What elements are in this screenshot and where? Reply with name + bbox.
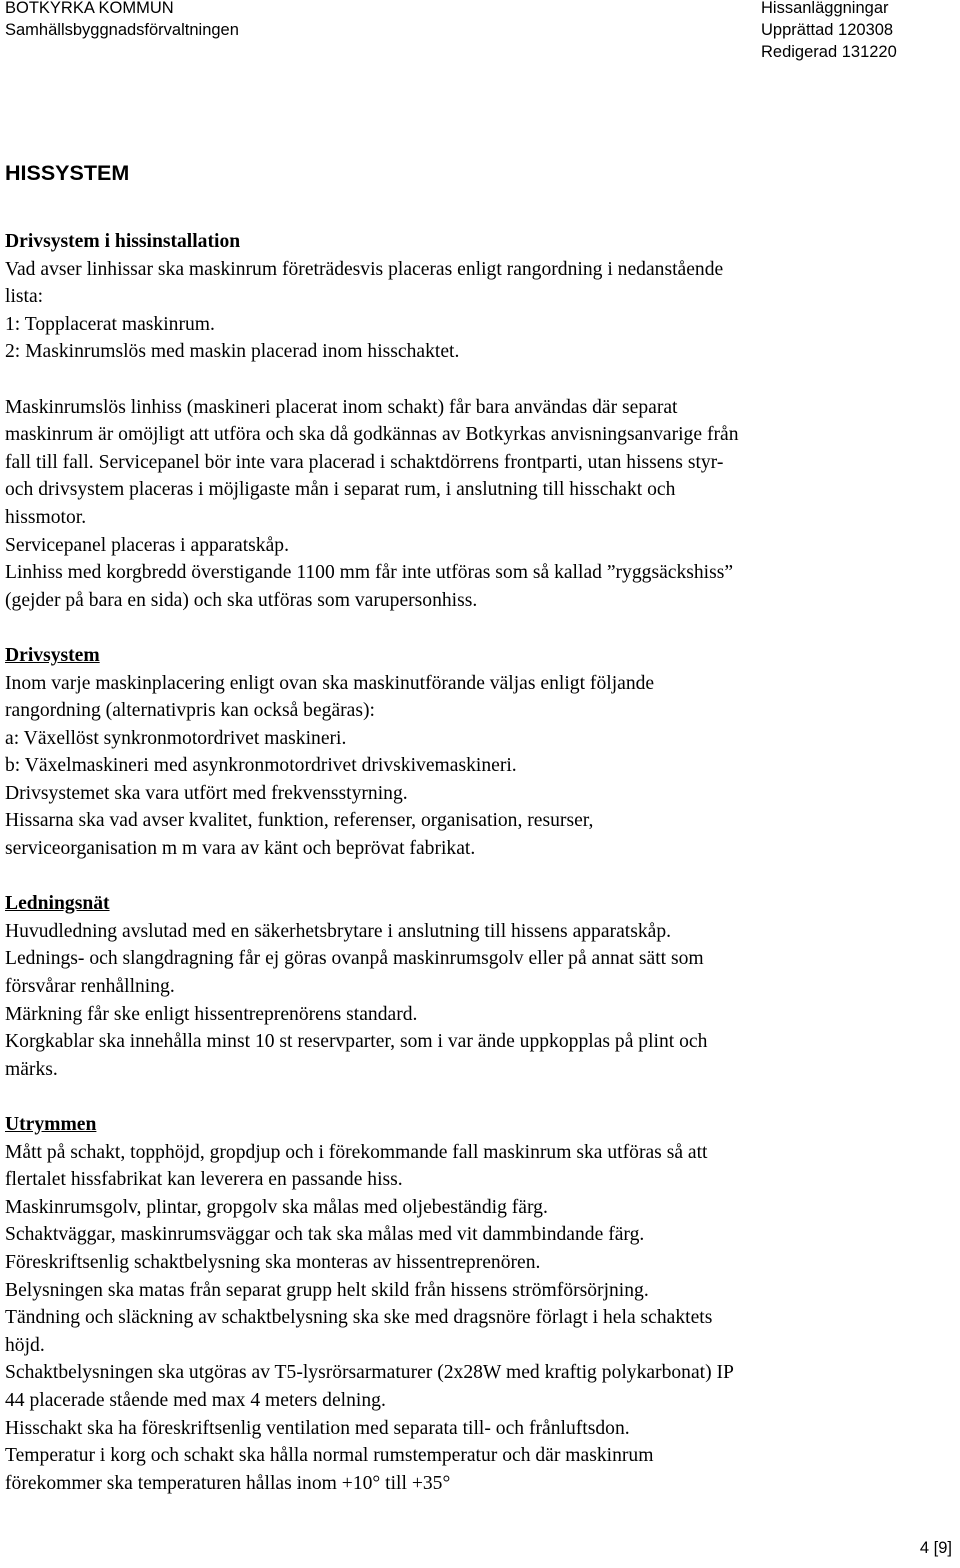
organization-name: BOTKYRKA KOMMUN	[5, 0, 174, 17]
text-line: Servicepanel placeras i apparatskåp.	[5, 534, 289, 556]
text-line: Temperatur i korg och schakt ska hålla normal rumstemperatur och där maskinrum	[5, 1445, 654, 1467]
text-line: märks.	[5, 1058, 58, 1080]
document-body	[5, 228, 955, 1525]
text-line: Huvudledning avslutad med en säkerhetsbrytare i anslutning till hissens apparatskåp.	[5, 920, 672, 942]
text-line: Tändning och släckning av schaktbelysning ska ske med dragsnöre förlagt i hela schaktets	[5, 1307, 713, 1329]
text-line: Hisschakt ska ha föreskriftsenlig ventilation med separata till- och frånluftsdon.	[5, 1417, 630, 1439]
text-line: Linhiss med korgbredd överstigande 1100 mm får inte utföras som så kallad ”ryggsäckshiss”	[5, 562, 734, 584]
text-line: rangordning (alternativpris kan också begäras):	[5, 700, 375, 722]
section-heading: Utrymmen	[5, 1114, 97, 1135]
document-subject: Hissanläggningar	[761, 0, 889, 17]
text-line: (gejder på bara en sida) och ska utföras som varupersonhiss.	[5, 589, 478, 611]
text-line: Lednings- och slangdragning får ej göras ovanpå maskinrumsgolv eller på annat sätt som	[5, 948, 704, 970]
text-line: 2: Maskinrumslös med maskin placerad inom hisschaktet.	[5, 341, 460, 363]
page-number: 4 [9]	[919, 1539, 952, 1557]
text-line: Drivsystemet ska vara utfört med frekvensstyrning.	[5, 782, 408, 804]
document-title: HISSYSTEM	[5, 161, 130, 185]
revised-date: Redigerad 131220	[761, 43, 897, 61]
text-line: Hissarna ska vad avser kvalitet, funktion, referenser, organisation, resurser,	[5, 810, 594, 832]
text-line: maskinrum är omöjligt att utföra och ska då godkännas av Botkyrkas anvisningsanvarige från	[5, 424, 739, 446]
text-line: 1: Topplacerat maskinrum.	[5, 313, 215, 335]
text-line: 44 placerade stående med max 4 meters delning.	[5, 1389, 386, 1411]
text-line: lista:	[5, 286, 44, 308]
text-line: försvårar renhållning.	[5, 976, 175, 998]
header-right	[761, 0, 897, 63]
text-line: Maskinrumslös linhiss (maskineri placerat inom schakt) får bara användas där separat	[5, 396, 678, 418]
department-name: Samhällsbyggnadsförvaltningen	[5, 21, 239, 39]
text-line: b: Växelmaskineri med asynkronmotordrivet drivskivemaskineri.	[5, 755, 517, 777]
text-line: hissmotor.	[5, 506, 87, 528]
text-line: Belysningen ska matas från separat grupp helt skild från hissens strömförsörjning.	[5, 1279, 649, 1301]
text-line: Mått på schakt, topphöjd, gropdjup och i förekommande fall maskinrum ska utföras så att	[5, 1141, 708, 1163]
text-line: Inom varje maskinplacering enligt ovan ska maskinutförande väljas enligt följande	[5, 672, 655, 694]
text-line: serviceorganisation m m vara av känt och beprövat fabrikat.	[5, 838, 476, 860]
text-line: a: Växellöst synkronmotordrivet maskineri.	[5, 727, 347, 749]
text-line: förekommer ska temperaturen hållas inom +10° till +35°	[5, 1472, 451, 1494]
text-line: fall till fall. Servicepanel bör inte vara placerad i schaktdörrens frontparti, utan hissens styr-	[5, 451, 724, 473]
text-line: höjd.	[5, 1334, 45, 1356]
section	[5, 890, 955, 1083]
created-date: Upprättad 120308	[761, 21, 894, 39]
section-heading: Ledningsnät	[5, 893, 110, 915]
text-line: Vad avser linhissar ska maskinrum företrädesvis placeras enligt rangordning i nedanstående	[5, 258, 724, 280]
section	[5, 642, 955, 863]
section	[5, 1111, 955, 1497]
section	[5, 394, 955, 615]
header-left	[5, 0, 239, 41]
section	[5, 228, 955, 366]
text-line: Märkning får ske enligt hissentreprenörens standard.	[5, 1003, 418, 1025]
text-line: Schaktväggar, maskinrumsväggar och tak ska målas med vit dammbindande färg.	[5, 1224, 645, 1246]
text-line: Maskinrumsgolv, plintar, gropgolv ska målas med oljebeständig färg.	[5, 1196, 548, 1218]
text-line: flertalet hissfabrikat kan leverera en passande hiss.	[5, 1169, 403, 1191]
text-line: Föreskriftsenlig schaktbelysning ska monteras av hissentreprenören.	[5, 1251, 541, 1273]
text-line: Korgkablar ska innehålla minst 10 st reservparter, som i var ände uppkopplas på plint och	[5, 1031, 708, 1053]
section-heading: Drivsystem	[5, 644, 100, 666]
text-line: och drivsystem placeras i möjligaste mån i separat rum, i anslutning till hisschakt och	[5, 479, 676, 501]
text-line: Schaktbelysningen ska utgöras av T5-lysrörsarmaturer (2x28W med kraftig polykarbonat) IP	[5, 1362, 734, 1384]
section-heading: Drivsystem i hissinstallation	[5, 231, 241, 252]
